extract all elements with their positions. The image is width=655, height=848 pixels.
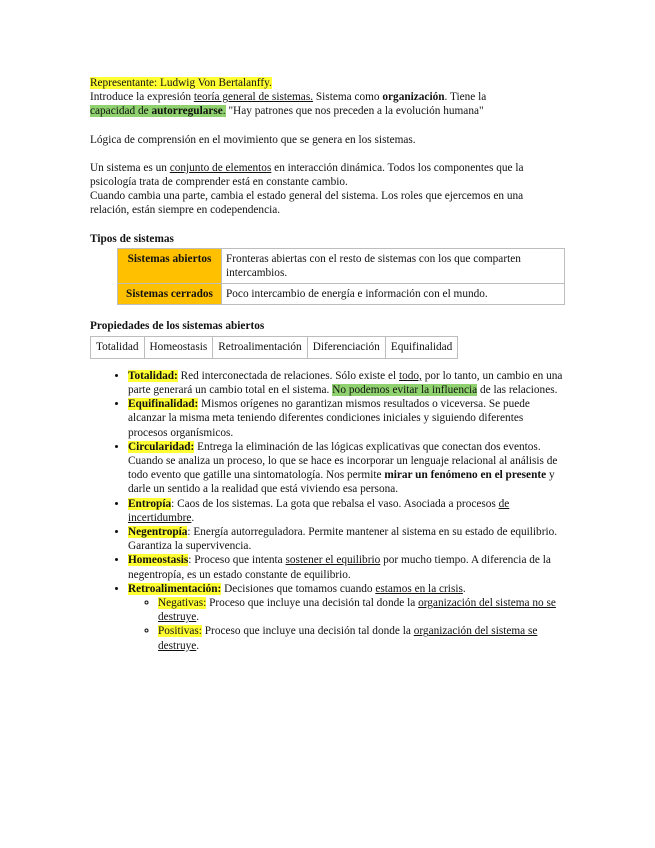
tipo-desc-cerrados: Poco intercambio de energía e información con el mundo. — [222, 283, 565, 304]
tipos-heading: Tipos de sistemas — [90, 232, 174, 245]
intro-text-b: Sistema como — [313, 91, 383, 104]
prop-cell: Retroalimentación — [213, 336, 307, 358]
negativas-text-b: . — [196, 611, 200, 624]
tipos-table — [117, 248, 565, 305]
tipo-label-cerrados: Sistemas cerrados — [118, 283, 222, 304]
totalidad-text-a: Red interconectada de relaciones. Sólo existe el — [177, 369, 399, 382]
capacidad-text: capacidad de — [90, 105, 152, 118]
capacidad-period: . — [222, 105, 226, 118]
circularidad-text-b: y darle un sentido a la realidad que está viviendo esa persona. — [128, 469, 555, 496]
cambio-paragraph: Cuando cambia una parte, cambia el estado general del sistema. Los roles que ejercemos en una relación, están siempre en codependencia. — [90, 190, 524, 217]
term-homeostasis: Homeostasis — [128, 554, 189, 567]
capacidad-highlight — [90, 105, 226, 117]
list-item-negentropia — [128, 525, 565, 553]
list-item-entropia — [128, 497, 565, 525]
negentropia-text: : Energía autorreguladora. Permite mantener al sistema en su estado de equilibrio. Garantiza la supervivencia. — [128, 526, 558, 553]
intro-text-c: . Tiene la — [444, 91, 487, 104]
patrones-quote: "Hay patrones que nos preceden a la evolución humana" — [225, 105, 484, 118]
logica-paragraph: Lógica de comprensión en el movimiento que se genera en los sistemas. — [90, 133, 416, 146]
totalidad-text-b: por lo tanto, un cambio en una parte generará un cambio total en el sistema. — [128, 369, 563, 397]
list-item-equifinalidad — [128, 397, 565, 440]
representante-text: Representante: Ludwig Von Bertalanffy. — [90, 77, 272, 89]
conjunto-elementos-text: conjunto de elementos — [169, 161, 272, 174]
sublist-item-positivas — [158, 624, 565, 652]
circularidad-text-a: Entrega la eliminación de las lógicas explicativas que conectan dos eventos. Cuando se analiza un proceso, lo que se hace es incorporar un lenguaje relacional al análisis de todo evento que gatille una sintomatología. Nos permite — [128, 440, 558, 482]
propiedades-table — [90, 336, 458, 359]
positivas-label: Positivas: — [158, 625, 202, 638]
entropia-text-b: . — [191, 511, 195, 524]
homeostasis-text-a: : Proceso que intenta — [188, 554, 286, 567]
list-item-totalidad — [128, 369, 565, 397]
tgs-link-text: teoría general de sistemas. — [193, 91, 314, 104]
intro-line — [90, 90, 565, 104]
term-retroalimentacion: Retroalimentación: — [128, 582, 222, 595]
retro-text-b: . — [462, 582, 466, 595]
autorregularse-term: autorregularse — [151, 105, 223, 118]
table-row — [118, 248, 565, 283]
crisis-text: estamos en la crisis — [375, 582, 463, 595]
document-content — [90, 76, 565, 653]
positivas-text-a: Proceso que incluye una decisión tal donde la — [201, 625, 414, 638]
definicion-text-a: Un sistema es un — [90, 161, 170, 174]
list-item-circularidad — [128, 440, 565, 497]
properties-list — [90, 369, 565, 653]
entropia-text-a: : Caos de los sistemas. La gota que rebalsa el vaso. Asociada a procesos — [171, 497, 499, 510]
totalidad-text-c: de las relaciones. — [477, 384, 558, 397]
prop-cell: Equifinalidad — [385, 336, 458, 358]
sublist-item-negativas — [158, 596, 565, 624]
definicion-text-b: en interacción dinámica. Todos los componentes que la psicología trata de comprender está en constante cambio. — [90, 161, 524, 189]
retro-sublist — [128, 596, 565, 653]
se-destruye-text: organización del sistema se destruye — [158, 625, 538, 652]
term-circularidad: Circularidad: — [128, 440, 195, 453]
list-item-homeostasis — [128, 553, 565, 581]
negativas-label: Negativas: — [158, 597, 207, 610]
sostener-equilibrio-text: sostener el equilibrio — [285, 554, 381, 567]
prop-cell: Diferenciación — [307, 336, 385, 358]
fenomeno-presente-bold: mirar un fenómeno en el presente — [384, 469, 547, 482]
term-entropia: Entropía — [128, 497, 172, 510]
propiedades-heading: Propiedades de los sistemas abiertos — [90, 319, 265, 332]
homeostasis-text-b: por mucho tiempo. A diferencia de la negentropía, es un estado constante de equilibrio. — [128, 554, 551, 581]
influencia-highlight: No podemos evitar la influencia — [332, 384, 478, 397]
incertidumbre-text: de incertidumbre — [128, 497, 510, 524]
tipo-desc-abiertos: Fronteras abiertas con el resto de sistemas con los que comparten intercambios. — [222, 248, 565, 283]
capacidad-line — [90, 104, 565, 118]
equifinalidad-text: Mismos orígenes no garantizan mismos resultados o viceversa. Se puede alcanzar la misma meta teniendo diferentes condiciones iniciales y siguiendo diferentes procesos organísmicos. — [128, 398, 530, 439]
term-totalidad: Totalidad: — [128, 369, 178, 382]
term-equifinalidad: Equifinalidad: — [128, 398, 199, 411]
positivas-text-b: . — [196, 639, 200, 652]
retro-text-a: Decisiones que tomamos cuando — [221, 582, 376, 595]
no-se-destruye-text: organización del sistema no se destruye — [158, 597, 556, 624]
term-negentropia: Negentropía — [128, 526, 188, 539]
organizacion-term: organización — [382, 91, 445, 104]
definicion-paragraph — [90, 161, 565, 189]
table-row — [91, 336, 458, 358]
table-row — [118, 283, 565, 304]
intro-text-a: Introduce la expresión — [90, 91, 194, 104]
todo-text: todo, — [398, 369, 422, 382]
representante-line — [90, 76, 565, 90]
list-item-retroalimentacion — [128, 582, 565, 653]
prop-cell: Totalidad — [91, 336, 145, 358]
tipo-label-abiertos: Sistemas abiertos — [118, 248, 222, 283]
prop-cell: Homeostasis — [144, 336, 213, 358]
negativas-text-a: Proceso que incluye una decisión tal donde la — [206, 597, 419, 610]
